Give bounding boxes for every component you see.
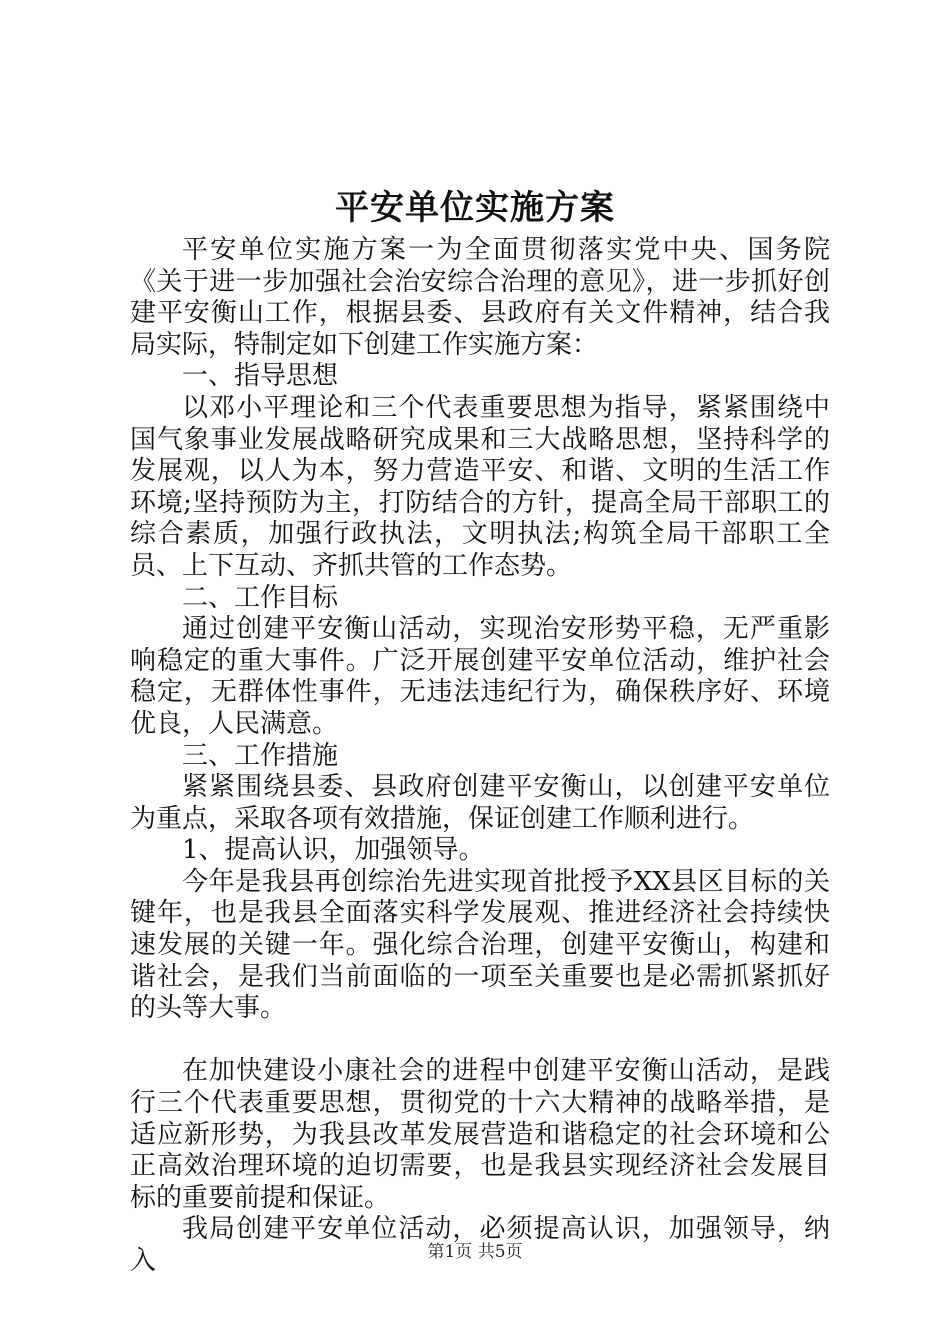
paragraph-our-bureau: 我局创建平安单位活动，必须提高认识，加强领导，纳入 — [130, 1214, 830, 1276]
paragraph-work-measures: 紧紧围绕县委、县政府创建平安衡山，以创建平安单位为重点，采取各项有效措施，保证创建工作顺利进行。 — [130, 772, 830, 834]
paragraph-intro: 平安单位实施方案一为全面贯彻落实党中央、国务院《关于进一步加强社会治安综合治理的意见》，进一步抓好创建平安衡山工作，根据县委、县政府有关文件精神，结合我局实际，特制定如下创建工作实施方案： — [130, 235, 830, 360]
page-number: 第1页 共5页 — [427, 1242, 523, 1262]
document-body — [130, 235, 830, 1278]
document-title: 平安单位实施方案 — [335, 188, 615, 228]
paragraph-key-year: 今年是我县再创综治先进实现首批授予XX县区目标的关键年，也是我县全面落实科学发展观、推进经济社会持续快速发展的关键一年。强化综合治理，创建平安衡山，构建和谐社会，是我们当前面临的一项至关重要也是必需抓紧抓好的头等大事。 — [130, 866, 830, 1024]
paragraph-xiaokang: 在加快建设小康社会的进程中创建平安衡山活动，是践行三个代表重要思想，贯彻党的十六大精神的战略举措，是适应新形势，为我县改革发展营造和谐稳定的社会环境和公正高效治理环境的迫切需要，也是我县实现经济社会发展目标的重要前提和保证。 — [130, 1056, 830, 1213]
heading-guiding-ideology: 一、指导思想 — [182, 361, 339, 392]
subheading-raise-awareness: 1、提高认识，加强领导。 — [182, 835, 485, 866]
heading-work-goals: 二、工作目标 — [182, 582, 339, 613]
paragraph-work-goals: 通过创建平安衡山活动，实现治安形势平稳，无严重影响稳定的重大事件。广泛开展创建平安单位活动，维护社会稳定，无群体性事件，无违法违纪行为，确保秩序好、环境优良，人民满意。 — [130, 614, 830, 739]
heading-work-measures: 三、工作措施 — [182, 740, 339, 771]
paragraph-guiding-ideology: 以邓小平理论和三个代表重要思想为指导，紧紧围绕中国气象事业发展战略研究成果和三大战略思想，坚持科学的发展观，以人为本，努力营造平安、和谐、文明的生活工作环境;坚持预防为主，打防结合的方针，提高全局干部职工的综合素质，加强行政执法，文明执法;构筑全局干部职工全员、上下互动、齐抓共管的工作态势。 — [130, 392, 830, 581]
